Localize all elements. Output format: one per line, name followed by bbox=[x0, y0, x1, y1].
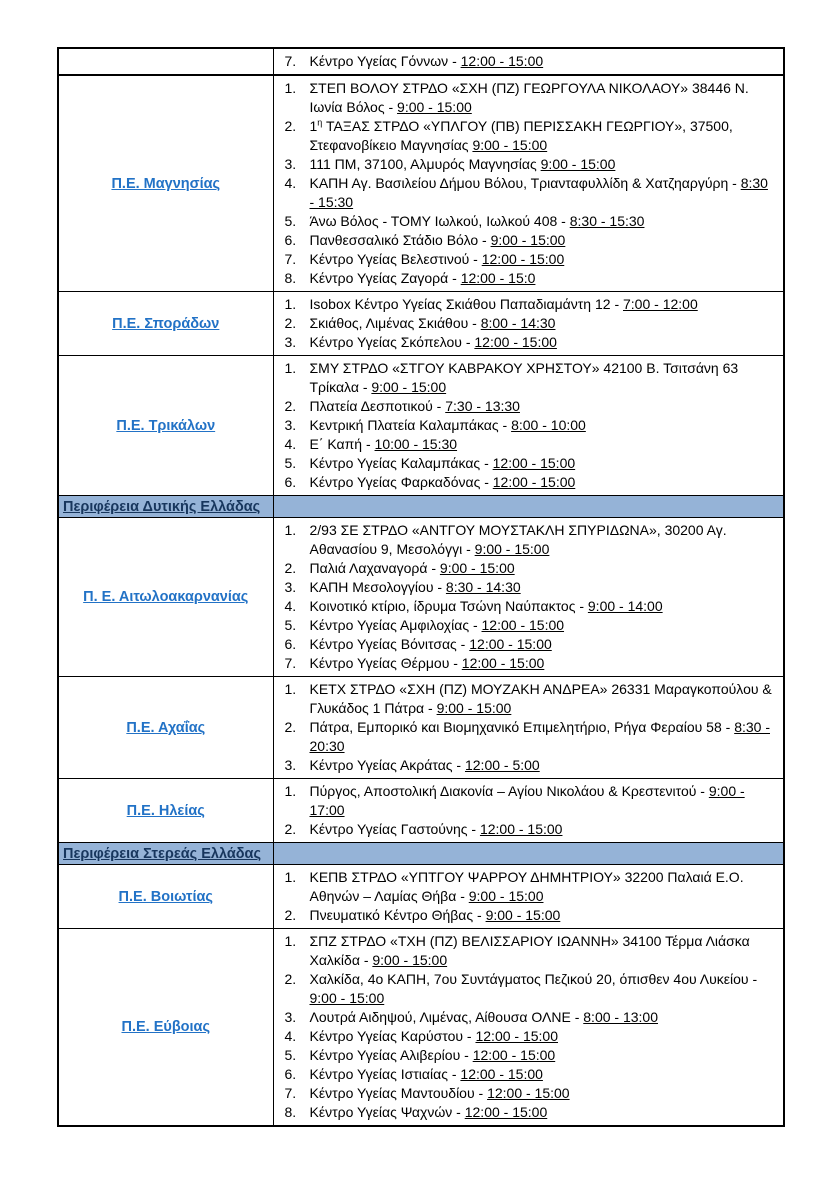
location-item-hours: 9:00 - 15:00 bbox=[397, 99, 472, 115]
location-item-text: Κέντρο Υγείας Βελεστινού - 12:00 - 15:00 bbox=[309, 251, 565, 267]
location-item-number: 1. bbox=[284, 681, 297, 697]
location-item-text: Κέντρο Υγείας Γόννων - 12:00 - 15:00 bbox=[309, 53, 544, 69]
location-item-hours: 9:00 - 15:00 bbox=[436, 700, 512, 716]
location-item bbox=[274, 1046, 776, 1065]
location-item bbox=[274, 521, 776, 559]
location-item-hours: 10:00 - 15:30 bbox=[374, 436, 458, 452]
region-group-header-spacer bbox=[273, 843, 784, 865]
location-item-number: 3. bbox=[284, 334, 297, 350]
location-item-hours: 9:00 - 15:00 bbox=[468, 888, 544, 904]
locations-cell bbox=[273, 75, 784, 292]
location-item-text: Κέντρο Υγείας Θέρμου - 12:00 - 15:00 bbox=[309, 655, 545, 671]
location-item bbox=[274, 231, 776, 250]
region-group-header-label: Περιφέρεια Δυτικής Ελλάδας bbox=[63, 498, 261, 515]
location-item-hours: 12:00 - 15:00 bbox=[475, 1028, 558, 1044]
location-item-number: 3. bbox=[284, 156, 297, 172]
location-item bbox=[274, 868, 776, 906]
location-item-number: 5. bbox=[284, 213, 297, 229]
location-item bbox=[274, 454, 776, 473]
location-item-number: 5. bbox=[284, 1047, 297, 1063]
location-item-hours: 12:00 - 15:00 bbox=[481, 251, 565, 267]
region-group-header-label: Περιφέρεια Στερεάς Ελλάδας bbox=[63, 845, 262, 862]
location-item bbox=[274, 52, 776, 71]
location-item-text: Κέντρο Υγείας Ψαχνών - 12:00 - 15:00 bbox=[309, 1104, 548, 1120]
location-item-number: 5. bbox=[284, 455, 297, 471]
location-item-text: Isobox Κέντρο Υγείας Σκιάθου Παπαδιαμάντη 12 - 7:00 - 12:00 bbox=[309, 296, 698, 312]
location-item bbox=[274, 1084, 776, 1103]
locations-cell bbox=[273, 929, 784, 1127]
location-item-hours: 8:00 - 14:30 bbox=[480, 315, 556, 331]
locations-cell bbox=[273, 48, 784, 75]
location-item-hours: 7:00 - 12:00 bbox=[623, 296, 698, 312]
location-item bbox=[274, 820, 776, 839]
location-item bbox=[274, 932, 776, 970]
region-row bbox=[58, 75, 784, 292]
location-item-text: Πνευματικό Κέντρο Θήβας - 9:00 - 15:00 bbox=[309, 907, 561, 923]
location-item bbox=[274, 1008, 776, 1027]
region-name-link[interactable]: Π.Ε. Σποράδων bbox=[112, 315, 220, 332]
region-row bbox=[58, 929, 784, 1127]
region-row bbox=[58, 779, 784, 843]
location-item bbox=[274, 250, 776, 269]
location-item-text: Κέντρο Υγείας Ζαγορά - 12:00 - 15:0 bbox=[309, 270, 536, 286]
location-item bbox=[274, 597, 776, 616]
location-item bbox=[274, 79, 776, 117]
location-item-hours: 12:00 - 15:0 bbox=[460, 270, 536, 286]
location-item bbox=[274, 635, 776, 654]
location-item-hours: 12:00 - 15:00 bbox=[464, 1104, 548, 1120]
location-item-number: 3. bbox=[284, 1009, 297, 1025]
region-row bbox=[58, 356, 784, 496]
region-group-header-spacer bbox=[273, 496, 784, 518]
location-item-hours: 9:00 - 15:00 bbox=[439, 560, 515, 576]
location-item-text: ΣΠΖ ΣΤΡΔΟ «ΤΧΗ (ΠΖ) ΒΕΛΙΣΣΑΡΙΟΥ ΙΩΑΝΝΗ» 34100 Τέρμα Λιάσκα Χαλκίδα - 9:00 - 15:00 bbox=[309, 933, 750, 968]
region-name-cell bbox=[58, 75, 273, 292]
location-item-text: Κέντρο Υγείας Ιστιαίας - 12:00 - 15:00 bbox=[309, 1066, 543, 1082]
region-name-cell bbox=[58, 356, 273, 496]
location-item-hours: 9:00 - 15:00 bbox=[372, 952, 448, 968]
region-name-cell bbox=[58, 677, 273, 779]
location-item bbox=[274, 680, 776, 718]
location-item-hours: 8:00 - 10:00 bbox=[511, 417, 586, 433]
location-item-number: 2. bbox=[284, 719, 297, 735]
location-item-number: 1. bbox=[284, 933, 297, 949]
location-item-text: Πλατεία Δεσποτικού - 7:30 - 13:30 bbox=[309, 398, 520, 414]
location-item-hours: 7:30 - 13:30 bbox=[445, 398, 520, 414]
region-name-cell bbox=[58, 929, 273, 1127]
location-item-text: Κέντρο Υγείας Αλιβερίου - 12:00 - 15:00 bbox=[309, 1047, 556, 1063]
region-row bbox=[58, 677, 784, 779]
location-item bbox=[274, 416, 776, 435]
location-item-hours: 9:00 - 14:00 bbox=[587, 598, 663, 614]
location-item-text: Κέντρο Υγείας Αμφιλοχίας - 12:00 - 15:00 bbox=[309, 617, 565, 633]
location-item-text: 111 ΠΜ, 37100, Αλμυρός Μαγνησίας 9:00 - 15:00 bbox=[309, 156, 616, 172]
location-item-text: 2/93 ΣΕ ΣΤΡΔΟ «ΑΝΤΓΟΥ ΜΟΥΣΤΑΚΛΗ ΣΠΥΡΙΔΩΝΑ», 30200 Αγ. Αθανασίου 9, Μεσολόγγι - 9:00 - 15:00 bbox=[309, 522, 727, 557]
location-item-text: Κέντρο Υγείας Μαντουδίου - 12:00 - 15:00 bbox=[309, 1085, 570, 1101]
locations-cell bbox=[273, 677, 784, 779]
region-name-cell bbox=[58, 518, 273, 677]
location-item-text: Κέντρο Υγείας Βόνιτσας - 12:00 - 15:00 bbox=[309, 636, 552, 652]
location-item-number: 2. bbox=[284, 971, 297, 987]
location-item-hours: 9:00 - 15:00 bbox=[472, 137, 548, 153]
location-item-text: Πάτρα, Εμπορικό και Βιομηχανικό Επιμελητήριο, Ρήγα Φεραίου 58 - 8:30 - 20:30 bbox=[309, 719, 770, 754]
location-item-number: 8. bbox=[284, 270, 297, 286]
location-item-text: Χαλκίδα, 4ο ΚΑΠΗ, 7ου Συντάγματος Πεζικού 20, όπισθεν 4ου Λυκείου - 9:00 - 15:00 bbox=[309, 971, 758, 1006]
location-item-hours: 9:00 - 15:00 bbox=[485, 907, 561, 923]
location-item-number: 6. bbox=[284, 636, 297, 652]
location-item-text: ΚΕΠΒ ΣΤΡΔΟ «ΥΠΤΓΟΥ ΨΑΡΡΟΥ ΔΗΜΗΤΡΙΟΥ» 32200 Παλαιά Ε.Ο. Αθηνών – Λαμίας Θήβα - 9:00 - 15:00 bbox=[309, 869, 744, 904]
location-item bbox=[274, 782, 776, 820]
location-item-number: 2. bbox=[284, 560, 297, 576]
region-name-link[interactable]: Π.Ε. Αχαΐας bbox=[126, 719, 206, 736]
location-item-text: Ε΄ Καπή - 10:00 - 15:30 bbox=[309, 436, 458, 452]
location-item-number: 7. bbox=[284, 251, 297, 267]
region-name-link[interactable]: Π.Ε. Τρικάλων bbox=[116, 417, 216, 434]
location-item-hours: 9:00 - 15:00 bbox=[474, 541, 550, 557]
location-item bbox=[274, 397, 776, 416]
location-item bbox=[274, 616, 776, 635]
location-item-hours: 12:00 - 5:00 bbox=[464, 757, 540, 773]
location-item-number: 2. bbox=[284, 118, 297, 134]
location-item bbox=[274, 212, 776, 231]
location-item bbox=[274, 718, 776, 756]
location-item-number: 8. bbox=[284, 1104, 297, 1120]
location-item bbox=[274, 295, 776, 314]
location-item bbox=[274, 1103, 776, 1122]
location-item-text: Πανθεσσαλικό Στάδιο Βόλο - 9:00 - 15:00 bbox=[309, 232, 566, 248]
location-item-hours: 12:00 - 15:00 bbox=[492, 474, 576, 490]
location-item-number: 1. bbox=[284, 869, 297, 885]
region-name-cell bbox=[58, 292, 273, 356]
region-name-link[interactable]: Π.Ε. Ηλείας bbox=[126, 802, 205, 819]
location-item-hours: 9:00 - 17:00 bbox=[309, 783, 745, 818]
location-item-number: 3. bbox=[284, 757, 297, 773]
region-group-header-row bbox=[58, 843, 784, 865]
location-item-text: ΚΑΠΗ Μεσολογγίου - 8:30 - 14:30 bbox=[309, 579, 521, 595]
locations-cell bbox=[273, 292, 784, 356]
location-item-text: Πύργος, Αποστολική Διακονία – Αγίου Νικολάου & Κρεστενιτού - 9:00 - 17:00 bbox=[309, 783, 745, 818]
location-item-text: $1^\eta$ ΤΑΞΑΣ ΣΤΡΔΟ «ΥΠΛΓΟΥ (ΠΒ) ΠΕΡΙΣΣΑΚΗ ΓΕΩΡΓΙΟΥ», 37500, Στεφανοβίκειο Μαγνησίας 9:00 - 15:00 bbox=[309, 117, 733, 153]
location-item-hours: 8:30 - 15:30 bbox=[309, 175, 768, 210]
location-item-text: Κέντρο Υγείας Γαστούνης - 12:00 - 15:00 bbox=[309, 821, 563, 837]
location-item-text: Παλιά Λαχαναγορά - 9:00 - 15:00 bbox=[309, 560, 515, 576]
location-item-number: 5. bbox=[284, 617, 297, 633]
location-item bbox=[274, 756, 776, 775]
location-item-text: Κέντρο Υγείας Καρύστου - 12:00 - 15:00 bbox=[309, 1028, 558, 1044]
location-item-text: Κέντρο Υγείας Σκόπελου - 12:00 - 15:00 bbox=[309, 334, 557, 350]
region-name-link[interactable]: Π.Ε. Εύβοιας bbox=[121, 1019, 211, 1035]
region-name-link[interactable]: Π. Ε. Αιτωλοακαρνανίας bbox=[83, 589, 249, 605]
location-item bbox=[274, 333, 776, 352]
location-item-hours: 12:00 - 15:00 bbox=[479, 821, 563, 837]
location-item bbox=[274, 1027, 776, 1046]
schedule-table-body bbox=[58, 48, 784, 1126]
location-item-text: ΣΜΥ ΣΤΡΔΟ «ΣΤΓΟΥ ΚΑΒΡΑΚΟΥ ΧΡΗΣΤΟΥ» 42100 Β. Τσιτσάνη 63 Τρίκαλα - 9:00 - 15:00 bbox=[309, 360, 739, 395]
location-item bbox=[274, 559, 776, 578]
locations-cell bbox=[273, 356, 784, 496]
location-item bbox=[274, 906, 776, 925]
location-item-hours: 12:00 - 15:00 bbox=[481, 617, 565, 633]
location-item-hours: 12:00 - 15:00 bbox=[461, 655, 545, 671]
location-item bbox=[274, 117, 776, 155]
location-item bbox=[274, 359, 776, 397]
location-item-text: Κέντρο Υγείας Φαρκαδόνας - 12:00 - 15:00 bbox=[309, 474, 576, 490]
location-item bbox=[274, 654, 776, 673]
location-item-hours: 12:00 - 15:00 bbox=[460, 53, 544, 69]
region-group-header-row bbox=[58, 496, 784, 518]
region-name-cell bbox=[58, 48, 273, 75]
locations-cell bbox=[273, 779, 784, 843]
location-item-number: 3. bbox=[284, 579, 297, 595]
location-item-number: 2. bbox=[284, 821, 297, 837]
location-item-text: Κεντρική Πλατεία Καλαμπάκας - 8:00 - 10:00 bbox=[309, 417, 586, 433]
region-row bbox=[58, 292, 784, 356]
location-item-text: Κέντρο Υγείας Καλαμπάκας - 12:00 - 15:00 bbox=[309, 455, 576, 471]
location-item-hours: 8:30 - 14:30 bbox=[445, 579, 521, 595]
region-name-cell bbox=[58, 865, 273, 929]
location-item-number: 7. bbox=[284, 655, 297, 671]
location-item-text: ΚΑΠΗ Αγ. Βασιλείου Δήμου Βόλου, Τριανταφυλλίδη & Χατζηαργύρη - 8:30 - 15:30 bbox=[309, 175, 768, 210]
location-item-hours: 9:00 - 15:00 bbox=[540, 156, 616, 172]
location-item bbox=[274, 473, 776, 492]
location-item-hours: 9:00 - 15:00 bbox=[371, 379, 447, 395]
location-item-hours: 12:00 - 15:00 bbox=[469, 636, 552, 652]
location-item-hours: 12:00 - 15:00 bbox=[487, 1085, 570, 1101]
region-name-cell bbox=[58, 779, 273, 843]
location-item bbox=[274, 174, 776, 212]
locations-cell bbox=[273, 865, 784, 929]
region-name-link[interactable]: Π.Ε. Μαγνησίας bbox=[111, 175, 221, 192]
location-item bbox=[274, 269, 776, 288]
location-item-number: 2. bbox=[284, 315, 297, 331]
location-item-number: 4. bbox=[284, 436, 297, 452]
location-item bbox=[274, 314, 776, 333]
location-item-number: 3. bbox=[284, 417, 297, 433]
region-group-header-cell bbox=[58, 496, 273, 518]
location-item-text: Λουτρά Αιδηψού, Λιμένας, Αίθουσα ΟΛΝΕ - 8:00 - 13:00 bbox=[309, 1009, 658, 1025]
location-item-number: 2. bbox=[284, 907, 297, 923]
location-item-hours: 8:30 - 20:30 bbox=[309, 719, 770, 754]
location-item-number: 1. bbox=[284, 522, 297, 538]
region-group-header-cell bbox=[58, 843, 273, 865]
location-item-number: 1. bbox=[284, 296, 297, 312]
locations-cell bbox=[273, 518, 784, 677]
regional-schedule-table bbox=[57, 47, 785, 1127]
location-item bbox=[274, 970, 776, 1008]
region-row bbox=[58, 48, 784, 75]
location-item-text: ΚΕΤΧ ΣΤΡΔΟ «ΣΧΗ (ΠΖ) ΜΟΥΖΑΚΗ ΑΝΔΡΕΑ» 26331 Μαραγκοπούλου & Γλυκάδος 1 Πάτρα - 9:00 - 15:00 bbox=[309, 681, 772, 716]
location-item-number: 4. bbox=[284, 598, 297, 614]
location-item-number: 7. bbox=[284, 53, 297, 69]
location-item-number: 6. bbox=[284, 232, 297, 248]
location-item bbox=[274, 578, 776, 597]
location-item-number: 2. bbox=[284, 398, 297, 414]
location-item-text: Σκιάθος, Λιμένας Σκιάθου - 8:00 - 14:30 bbox=[309, 315, 556, 331]
location-item-number: 7. bbox=[284, 1085, 297, 1101]
location-item-hours: 9:00 - 15:00 bbox=[490, 232, 566, 248]
location-item bbox=[274, 155, 776, 174]
location-item-hours: 12:00 - 15:00 bbox=[474, 334, 557, 350]
location-item-number: 1. bbox=[284, 80, 297, 96]
location-item-number: 4. bbox=[284, 175, 297, 191]
region-name-link[interactable]: Π.Ε. Βοιωτίας bbox=[118, 888, 213, 905]
location-item-text: Κοινοτικό κτίριο, ίδρυμα Τσώνη Ναύπακτος - 9:00 - 14:00 bbox=[309, 598, 663, 614]
location-item-text: Κέντρο Υγείας Ακράτας - 12:00 - 5:00 bbox=[309, 757, 540, 773]
location-item bbox=[274, 1065, 776, 1084]
location-item-hours: 12:00 - 15:00 bbox=[472, 1047, 556, 1063]
location-item-hours: 12:00 - 15:00 bbox=[492, 455, 576, 471]
location-item-hours: 9:00 - 15:00 bbox=[309, 990, 385, 1006]
location-item-number: 1. bbox=[284, 783, 297, 799]
location-item-number: 6. bbox=[284, 474, 297, 490]
location-item-hours: 12:00 - 15:00 bbox=[460, 1066, 543, 1082]
location-item-text: ΣΤΕΠ ΒΟΛΟΥ ΣΤΡΔΟ «ΣΧΗ (ΠΖ) ΓΕΩΡΓΟΥΛΑ ΝΙΚΟΛΑΟΥ» 38446 Ν. Ιωνία Βόλος - 9:00 - 15:00 bbox=[309, 80, 749, 115]
location-item-number: 6. bbox=[284, 1066, 297, 1082]
location-item-number: 4. bbox=[284, 1028, 297, 1044]
location-item-text: Άνω Βόλος - ΤΟΜΥ Ιωλκού, Ιωλκού 408 - 8:30 - 15:30 bbox=[309, 213, 645, 229]
location-item bbox=[274, 435, 776, 454]
location-item-hours: 8:00 - 13:00 bbox=[583, 1009, 658, 1025]
region-row bbox=[58, 518, 784, 677]
region-row bbox=[58, 865, 784, 929]
location-item-hours: 8:30 - 15:30 bbox=[569, 213, 645, 229]
location-item-number: 1. bbox=[284, 360, 297, 376]
